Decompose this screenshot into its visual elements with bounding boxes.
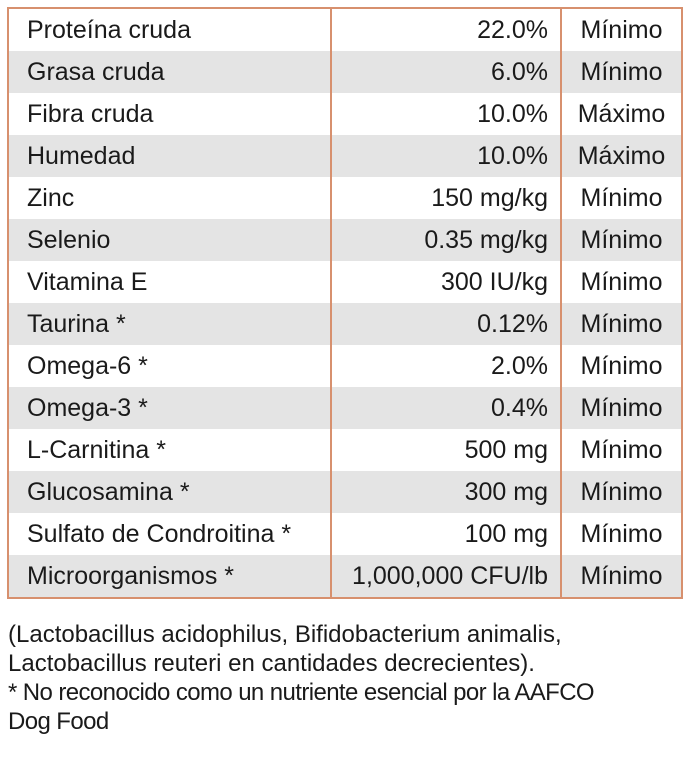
nutrient-value: 500 mg xyxy=(331,429,561,471)
nutrient-name: Fibra cruda xyxy=(8,93,331,135)
nutrient-name: Selenio xyxy=(8,219,331,261)
nutrient-value: 300 IU/kg xyxy=(331,261,561,303)
nutrient-name: Glucosamina * xyxy=(8,471,331,513)
nutrient-name: Omega-6 * xyxy=(8,345,331,387)
table-row xyxy=(8,471,682,513)
table-row xyxy=(8,177,682,219)
table-row xyxy=(8,261,682,303)
table-row xyxy=(8,429,682,471)
table-row xyxy=(8,219,682,261)
nutrient-name: Humedad xyxy=(8,135,331,177)
table-row xyxy=(8,513,682,555)
table-row xyxy=(8,135,682,177)
nutrient-name: Zinc xyxy=(8,177,331,219)
table-row xyxy=(8,8,682,51)
guaranteed-analysis-table xyxy=(7,7,681,599)
nutrient-qualifier: Mínimo xyxy=(561,51,682,93)
nutrient-qualifier: Mínimo xyxy=(580,352,663,380)
nutrient-value: 10.0% xyxy=(331,135,561,177)
microorganisms-note-line-2: Lactobacillus reuteri en cantidades decrecientes). xyxy=(8,650,535,677)
nutrient-qualifier: Mínimo xyxy=(580,436,663,464)
nutrient-qualifier: Mínimo xyxy=(580,520,663,548)
nutrient-table xyxy=(7,7,683,599)
nutrient-value: 150 mg/kg xyxy=(331,177,561,219)
nutrient-name: Taurina * xyxy=(8,303,331,345)
microorganisms-note-line-1: (Lactobacillus acidophilus, Bifidobacterium animalis, xyxy=(8,621,562,648)
nutrient-value: 300 mg xyxy=(331,471,561,513)
nutrient-value: 10.0% xyxy=(331,93,561,135)
table-row xyxy=(8,51,682,93)
nutrient-value: 100 mg xyxy=(331,513,561,555)
nutrient-value: 1,000,000 CFU/lb xyxy=(331,555,561,598)
nutrient-name: Grasa cruda xyxy=(8,51,331,93)
table-row xyxy=(8,93,682,135)
nutrient-name: Sulfato de Condroitina * xyxy=(8,513,331,555)
nutrient-qualifier: Máximo xyxy=(561,135,682,177)
nutrient-name: Omega-3 * xyxy=(8,387,331,429)
table-row xyxy=(8,345,682,387)
aafco-footnote-line-2: Dog Food xyxy=(8,708,109,735)
nutrient-value: 22.0% xyxy=(331,8,561,51)
nutrient-value: 0.12% xyxy=(331,303,561,345)
nutrient-value: 2.0% xyxy=(331,345,561,387)
nutrient-qualifier: Mínimo xyxy=(561,387,682,429)
aafco-footnote-line-1: * No reconocido como un nutriente esencial por la AAFCO xyxy=(8,679,594,706)
nutrient-name: Microorganismos * xyxy=(8,555,331,598)
table-row xyxy=(8,303,682,345)
table-body xyxy=(8,8,682,598)
nutrient-name: Proteína cruda xyxy=(8,8,331,51)
nutrient-qualifier: Mínimo xyxy=(580,184,663,212)
nutrient-qualifier: Máximo xyxy=(577,100,666,128)
nutrient-qualifier: Mínimo xyxy=(580,16,663,44)
nutrient-value: 6.0% xyxy=(331,51,561,93)
nutrient-qualifier: Mínimo xyxy=(580,268,663,296)
table-row xyxy=(8,555,682,598)
nutrient-qualifier: Mínimo xyxy=(561,219,682,261)
nutrient-qualifier: Mínimo xyxy=(561,303,682,345)
nutrient-qualifier: Mínimo xyxy=(561,471,682,513)
table-row xyxy=(8,387,682,429)
nutrient-value: 0.4% xyxy=(331,387,561,429)
notes-block xyxy=(8,620,688,736)
nutrient-name: L-Carnitina * xyxy=(8,429,331,471)
nutrient-value: 0.35 mg/kg xyxy=(331,219,561,261)
nutrient-qualifier: Mínimo xyxy=(561,555,682,598)
nutrient-name: Vitamina E xyxy=(8,261,331,303)
